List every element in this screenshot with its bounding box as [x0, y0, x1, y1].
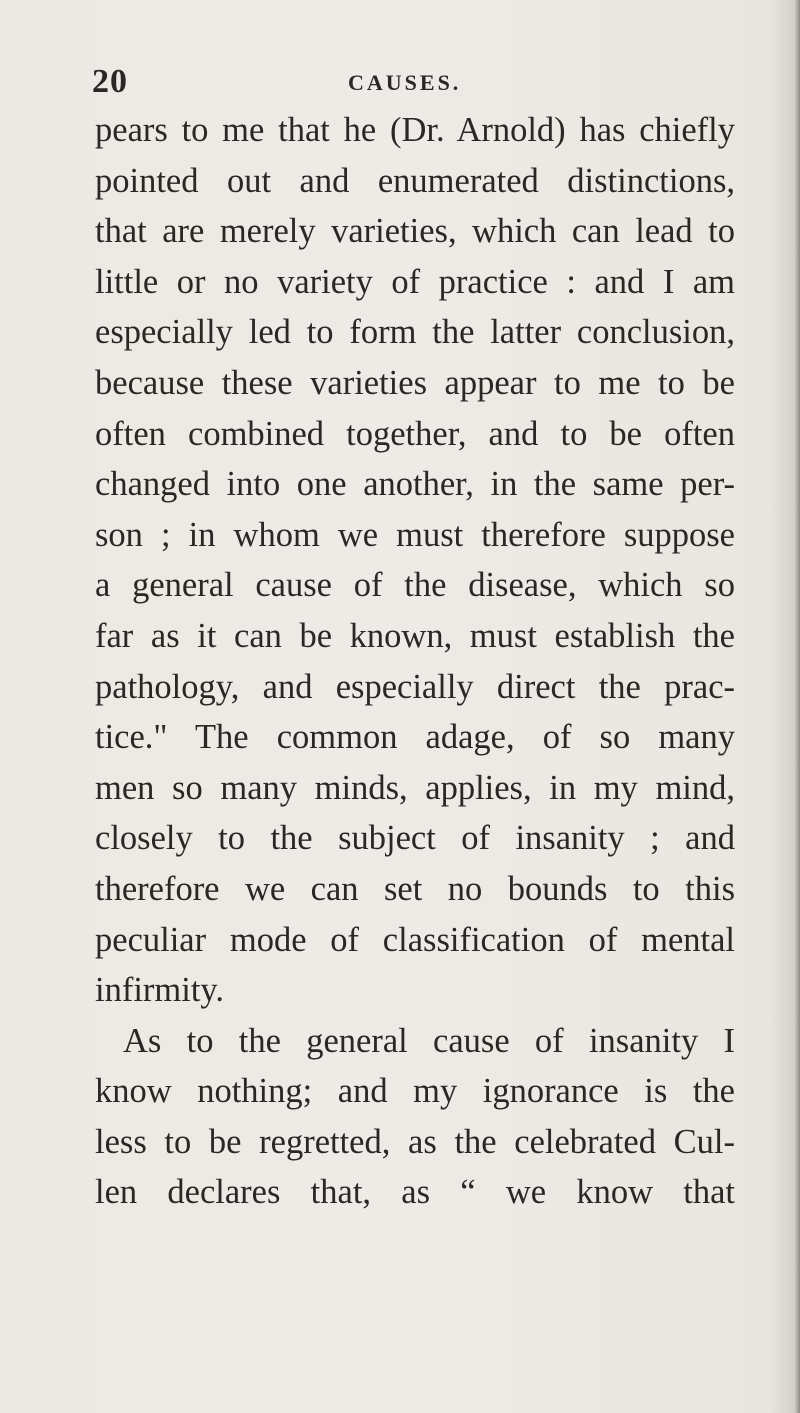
text-line-paragraph-start: As to the general cause of insanity I — [123, 1021, 735, 1060]
text-line: little or no variety of practice : and I am — [95, 262, 735, 301]
text-line: less to be regretted, as the celebrated Cul- — [95, 1122, 735, 1161]
text-line: men so many minds, applies, in my mind, — [95, 768, 735, 807]
text-line: a general cause of the disease, which so — [95, 566, 735, 605]
text-line: pears to me that he (Dr. Arnold) has chiefly — [95, 111, 735, 149]
text-line: changed into one another, in the same per- — [95, 465, 735, 504]
text-line: that are merely varieties, which can lead to — [95, 212, 735, 251]
text-line: often combined together, and to be often — [95, 414, 735, 453]
text-line: len declares that, as “ we know that — [95, 1173, 735, 1212]
text-line: pointed out and enumerated distinctions, — [95, 161, 735, 200]
text-line: son ; in whom we must therefore suppose — [95, 515, 735, 554]
text-line: closely to the subject of insanity ; and — [95, 819, 735, 858]
running-head — [92, 62, 732, 102]
page-edge-shadow — [794, 0, 800, 1413]
text-line: therefore we can set no bounds to this — [95, 869, 735, 908]
text-line: far as it can be known, must establish the — [95, 616, 735, 655]
page-number: 20 — [92, 63, 128, 100]
body-text — [95, 105, 735, 1218]
text-line: tice." The common adage, of so many — [95, 718, 735, 757]
text-line: peculiar mode of classification of mental — [95, 920, 735, 959]
text-line: pathology, and especially direct the prac- — [95, 667, 735, 706]
text-line: know nothing; and my ignorance is the — [95, 1072, 735, 1111]
text-line: because these varieties appear to me to be — [95, 363, 735, 402]
text-line: especially led to form the latter conclusion, — [95, 313, 735, 352]
text-line-paragraph-end: infirmity. — [95, 971, 225, 1010]
running-title: CAUSES. — [348, 70, 462, 95]
